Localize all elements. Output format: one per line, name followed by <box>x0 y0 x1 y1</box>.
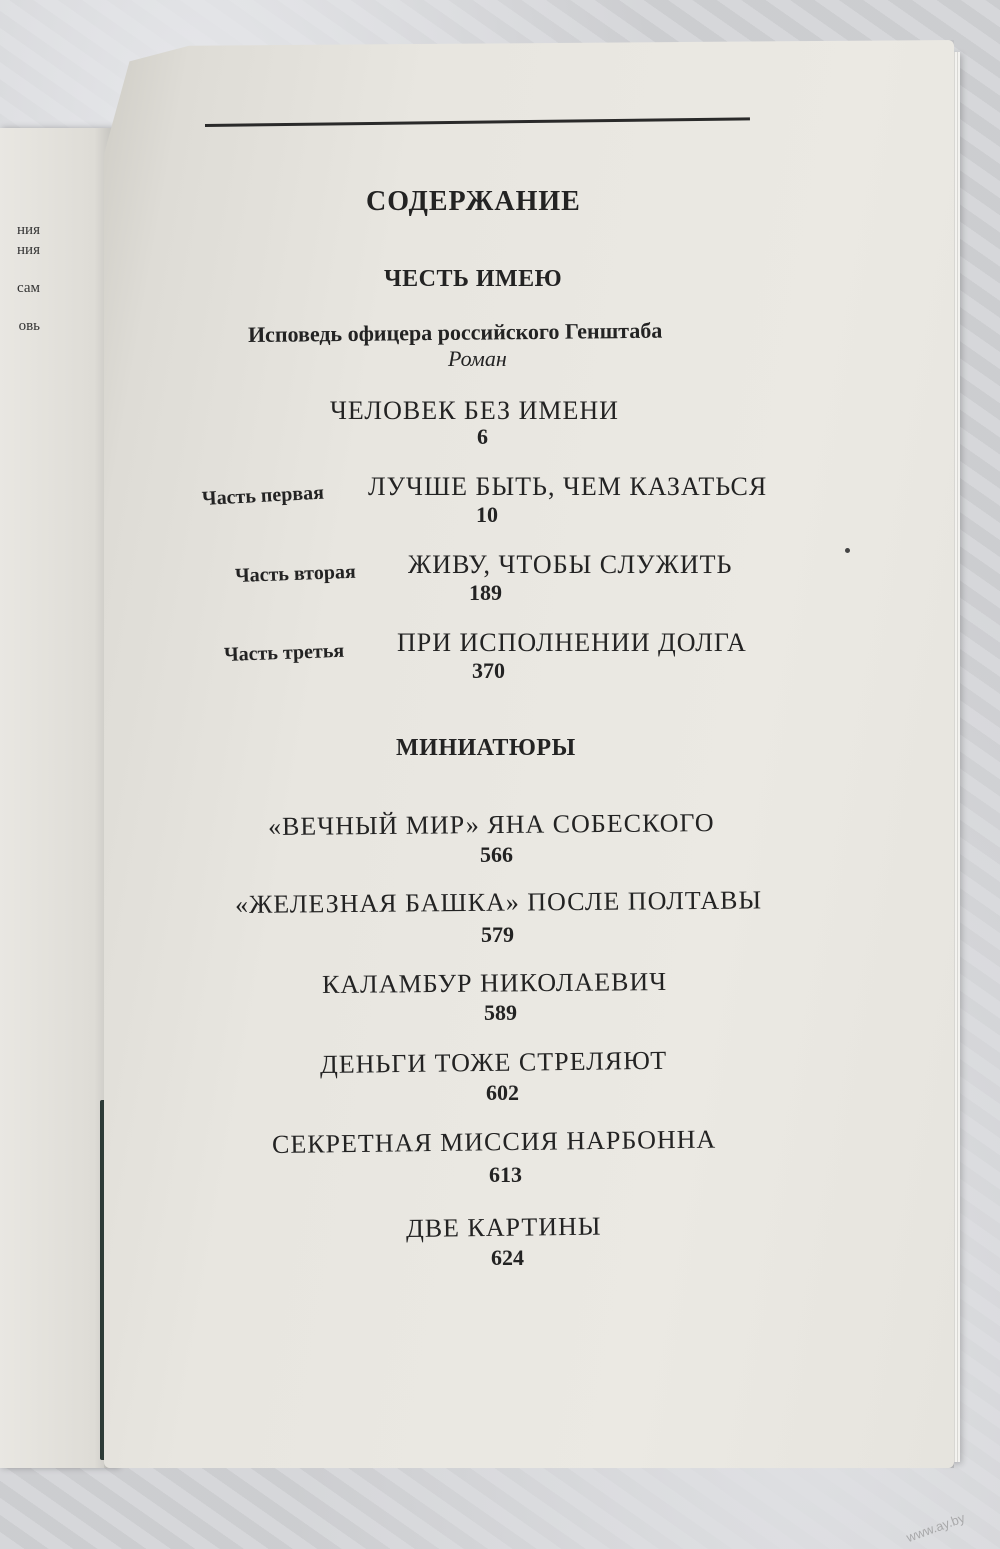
entry-title: «ВЕЧНЫЙ МИР» ЯНА СОБЕСКОГО <box>267 808 715 841</box>
watermark: www.ay.by <box>904 1509 967 1546</box>
entry-part-label: Часть третья <box>223 639 345 666</box>
left-page-text-fragment: овь <box>18 318 40 334</box>
left-page-text-fragment: сам <box>17 280 40 296</box>
entry-page-number: 370 <box>472 658 505 683</box>
entry-page-number: 602 <box>486 1080 519 1105</box>
entry-title: ЛУЧШЕ БЫТЬ, ЧЕМ КАЗАТЬСЯ <box>368 472 768 501</box>
entry-page-number: 624 <box>491 1245 524 1270</box>
entry-title: КАЛАМБУР НИКОЛАЕВИЧ <box>321 966 668 999</box>
entry-page-number: 6 <box>477 424 488 449</box>
entry-page-number: 566 <box>480 842 513 867</box>
entry-part-label: Часть первая <box>201 481 325 510</box>
left-page-text-fragment: ния <box>17 242 40 258</box>
entry-title: ПРИ ИСПОЛНЕНИИ ДОЛГА <box>397 628 747 657</box>
section-genre: Роман <box>448 346 507 371</box>
section-title-chest-imeyu: ЧЕСТЬ ИМЕЮ <box>384 266 563 292</box>
entry-title: ЧЕЛОВЕК БЕЗ ИМЕНИ <box>330 396 619 425</box>
section-title-miniatyury: МИНИАТЮРЫ <box>396 735 576 761</box>
entry-title: «ЖЕЛЕЗНАЯ БАШКА» ПОСЛЕ ПОЛТАВЫ <box>234 885 763 919</box>
entry-page-number: 189 <box>469 580 502 605</box>
entry-page-number: 579 <box>481 922 514 947</box>
left-page-text-fragment: ния <box>17 222 40 238</box>
entry-title: СЕКРЕТНАЯ МИССИЯ НАРБОННА <box>271 1124 717 1159</box>
entry-part-label: Часть вторая <box>234 560 357 587</box>
entry-title: ЖИВУ, ЧТОБЫ СЛУЖИТЬ <box>408 550 733 579</box>
entry-page-number: 10 <box>476 502 498 527</box>
ink-speck <box>845 548 850 553</box>
contents-heading: СОДЕРЖАНИЕ <box>366 186 581 217</box>
entry-title: ДЕНЬГИ ТОЖЕ СТРЕЛЯЮТ <box>319 1045 668 1079</box>
entry-page-number: 589 <box>484 1000 517 1025</box>
entry-page-number: 613 <box>489 1162 522 1187</box>
section-subtitle: Исповедь офицера российского Генштаба <box>247 317 663 347</box>
entry-title: ДВЕ КАРТИНЫ <box>405 1211 602 1243</box>
